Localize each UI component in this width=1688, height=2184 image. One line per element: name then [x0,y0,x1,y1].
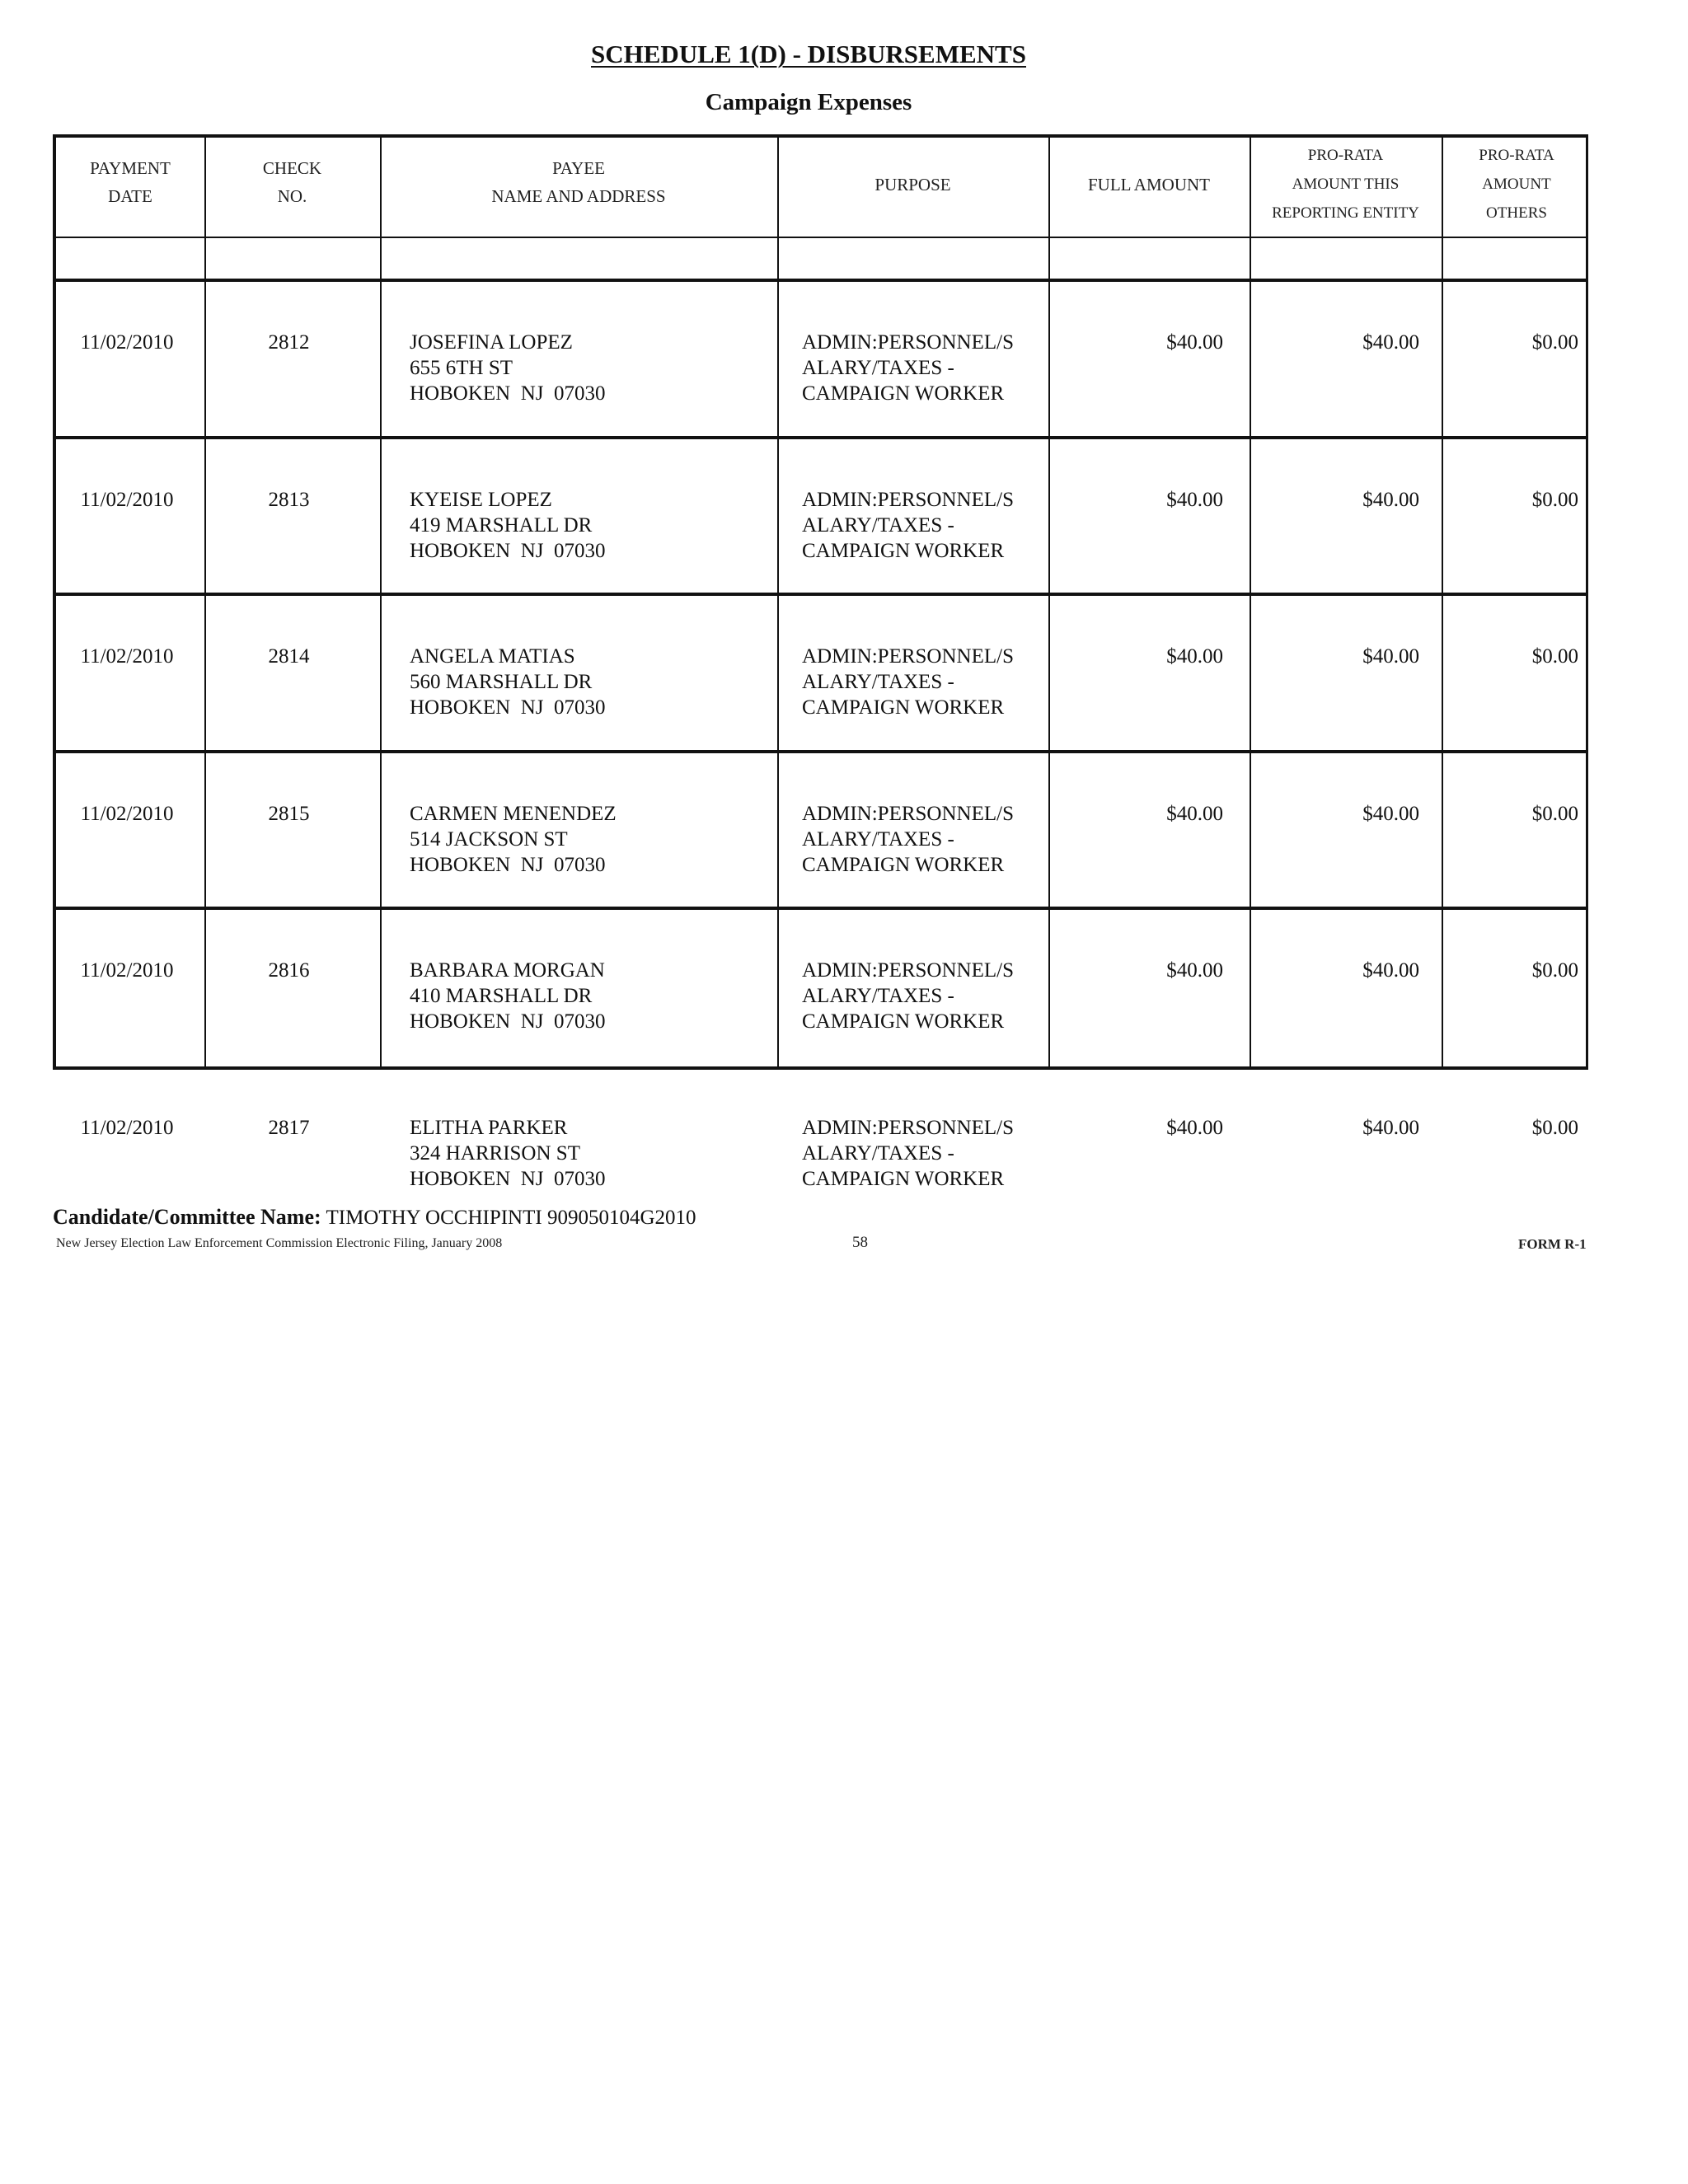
purpose-line: ADMIN:PERSONNEL/S [802,489,1014,511]
header-prorata-this-entity: PRO-RATA AMOUNT THIS REPORTING ENTITY [1272,147,1419,222]
purpose-line: ALARY/TAXES - [802,514,954,537]
committee-name-label: Candidate/Committee Name: [53,1205,321,1229]
column-divider [1048,138,1050,1066]
payee-city: HOBOKEN NJ 07030 [410,1010,606,1033]
header-payee: PAYEE NAME AND ADDRESS [491,158,666,206]
payment-date: 11/02/2010 [80,331,174,354]
prorata-others: $0.00 [1531,645,1578,668]
column-divider [204,138,206,1066]
payee-name: ANGELA MATIAS [410,645,575,668]
payee-street: 655 6TH ST [410,357,513,379]
column-divider [380,138,382,1066]
disbursements-table [53,134,1588,1070]
prorata-this-entity: $40.00 [1362,489,1419,511]
full-amount: $40.00 [1166,489,1223,511]
purpose-line: CAMPAIGN WORKER [802,854,1005,876]
form-id: FORM R-1 [1518,1236,1587,1252]
payment-date: 11/02/2010 [80,489,174,511]
payee-name: BARBARA MORGAN [410,959,605,982]
header-purpose: PURPOSE [874,175,951,194]
row-divider [56,237,1586,238]
prorata-others: $0.00 [1531,331,1578,354]
payee-name: ELITHA PARKER [410,1117,568,1139]
purpose-line: ALARY/TAXES - [802,1142,954,1165]
purpose-line: ADMIN:PERSONNEL/S [802,959,1014,982]
purpose-line: ADMIN:PERSONNEL/S [802,1117,1014,1139]
payment-date: 11/02/2010 [80,645,174,668]
payee-city: HOBOKEN NJ 07030 [410,1168,606,1190]
purpose-line: ALARY/TAXES - [802,828,954,851]
purpose-line: ADMIN:PERSONNEL/S [802,645,1014,668]
prorata-this-entity: $40.00 [1362,645,1419,668]
payee-city: HOBOKEN NJ 07030 [410,854,606,876]
row-divider [56,279,1586,282]
purpose-line: ALARY/TAXES - [802,671,954,693]
column-divider [777,138,779,1066]
row-divider [56,907,1586,910]
payee-street: 324 HARRISON ST [410,1142,580,1165]
column-divider [1442,138,1443,1066]
payee-street: 410 MARSHALL DR [410,985,593,1007]
prorata-this-entity: $40.00 [1362,331,1419,354]
prorata-this-entity: $40.00 [1362,803,1419,825]
prorata-others: $0.00 [1531,959,1578,982]
header-payment-date: PAYMENT DATE [90,158,171,206]
header-check-no: CHECK NO. [262,158,322,206]
purpose-line: ADMIN:PERSONNEL/S [802,803,1014,825]
schedule-subtitle: Campaign Expenses [705,89,912,115]
check-number: 2817 [268,1117,310,1139]
prorata-others: $0.00 [1531,489,1578,511]
row-divider [56,750,1586,753]
payment-date: 11/02/2010 [80,803,174,825]
full-amount: $40.00 [1166,959,1223,982]
payee-street: 419 MARSHALL DR [410,514,593,537]
full-amount: $40.00 [1166,1117,1223,1139]
prorata-this-entity: $40.00 [1362,1117,1419,1139]
row-divider [56,593,1586,596]
payee-name: CARMEN MENENDEZ [410,803,617,825]
payee-street: 514 JACKSON ST [410,828,568,851]
purpose-line: CAMPAIGN WORKER [802,540,1005,562]
committee-name-value: TIMOTHY OCCHIPINTI 909050104G2010 [326,1207,696,1229]
header-prorata-others: PRO-RATA AMOUNT OTHERS [1479,147,1554,222]
purpose-line: ALARY/TAXES - [802,985,954,1007]
purpose-line: CAMPAIGN WORKER [802,382,1005,405]
purpose-line: ALARY/TAXES - [802,357,954,379]
payee-name: JOSEFINA LOPEZ [410,331,573,354]
payment-date: 11/02/2010 [80,1117,174,1139]
full-amount: $40.00 [1166,645,1223,668]
purpose-line: ADMIN:PERSONNEL/S [802,331,1014,354]
committee-name-line [53,1205,696,1230]
schedule-title: SCHEDULE 1(D) - DISBURSEMENTS [591,40,1026,68]
check-number: 2815 [268,803,310,825]
payee-city: HOBOKEN NJ 07030 [410,382,606,405]
payment-date: 11/02/2010 [80,959,174,982]
check-number: 2812 [268,331,310,354]
payee-street: 560 MARSHALL DR [410,671,593,693]
commission-note: New Jersey Election Law Enforcement Commission Electronic Filing, January 2008 [56,1236,503,1250]
full-amount: $40.00 [1166,803,1223,825]
purpose-line: CAMPAIGN WORKER [802,696,1005,719]
row-divider [56,436,1586,439]
purpose-line: CAMPAIGN WORKER [802,1010,1005,1033]
prorata-others: $0.00 [1531,1117,1578,1139]
column-divider [1250,138,1251,1066]
full-amount: $40.00 [1166,331,1223,354]
purpose-line: CAMPAIGN WORKER [802,1168,1005,1190]
payee-name: KYEISE LOPEZ [410,489,552,511]
check-number: 2816 [268,959,310,982]
page-number: 58 [852,1234,868,1251]
payee-city: HOBOKEN NJ 07030 [410,540,606,562]
payee-city: HOBOKEN NJ 07030 [410,696,606,719]
prorata-others: $0.00 [1531,803,1578,825]
prorata-this-entity: $40.00 [1362,959,1419,982]
check-number: 2814 [268,645,310,668]
check-number: 2813 [268,489,310,511]
header-full-amount: FULL AMOUNT [1088,175,1210,194]
